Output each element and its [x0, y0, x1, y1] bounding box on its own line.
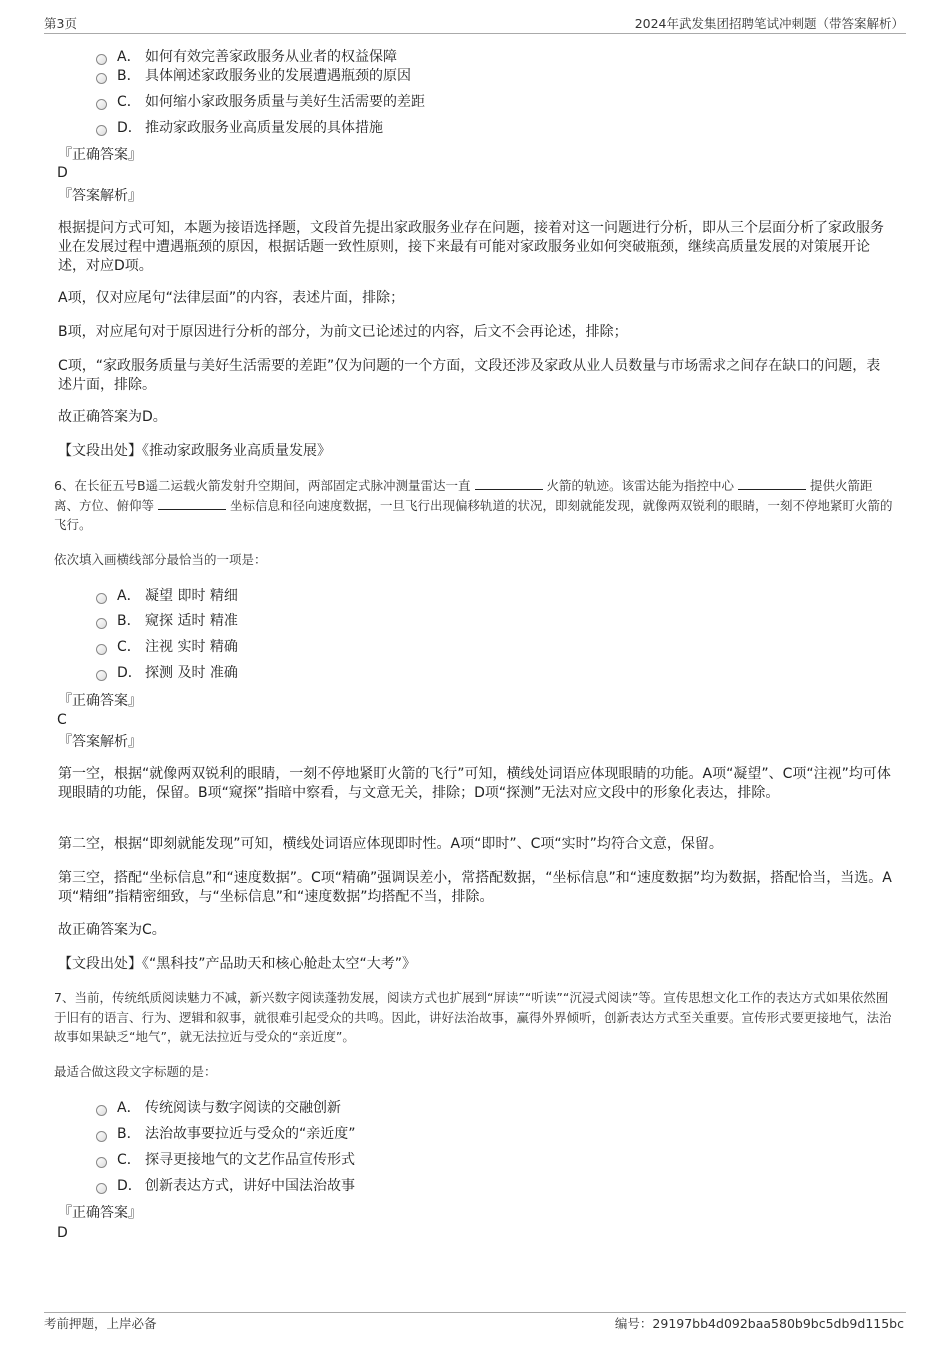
- radio-button[interactable]: [96, 593, 107, 604]
- analysis-paragraph: A项，仅对应尾句“法律层面”的内容，表述片面，排除；: [58, 290, 405, 306]
- fill-blank: [475, 477, 543, 490]
- analysis-paragraph: C项，“家政服务质量与美好生活需要的差距”仅为问题的一个方面，文段还涉及家政从业人员数量与市场需求之间存在缺口的问题，表述片面，排除。: [58, 358, 881, 393]
- answer-option[interactable]: [96, 1125, 356, 1143]
- option-text: 推动家政服务业高质量发展的具体措施: [145, 120, 383, 136]
- option-letter: C．: [117, 639, 141, 655]
- option-letter: B．: [117, 1126, 141, 1142]
- option-letter: D．: [117, 1178, 142, 1194]
- option-text: 窥探 适时 精准: [145, 613, 238, 629]
- option-text: 具体阐述家政服务业的发展遭遇瓶颈的原因: [145, 68, 411, 84]
- radio-button[interactable]: [96, 618, 107, 629]
- question-prompt: 依次填入画横线部分最恰当的一项是：: [54, 552, 267, 567]
- question-stem: [54, 476, 894, 535]
- answer-option[interactable]: [96, 1099, 341, 1117]
- option-text: 传统阅读与数字阅读的交融创新: [145, 1100, 341, 1116]
- radio-button[interactable]: [96, 54, 107, 65]
- option-text: 如何有效完善家政服务从业者的权益保障: [145, 49, 397, 65]
- option-letter: C．: [117, 1152, 141, 1168]
- option-letter: A．: [117, 49, 141, 65]
- radio-button[interactable]: [96, 73, 107, 84]
- answer-value: D: [57, 165, 68, 181]
- answer-option[interactable]: [96, 67, 411, 85]
- option-letter: A．: [117, 1100, 141, 1116]
- document-title: 2024年武发集团招聘笔试冲刺题（带答案解析）: [634, 16, 904, 31]
- stem-text: 火箭的轨迹。该雷达能为指控中心: [546, 478, 735, 493]
- analysis-paragraph: 故正确答案为C。: [58, 922, 166, 938]
- answer-label: 『正确答案』: [58, 693, 142, 709]
- analysis-paragraph: 根据提问方式可知，本题为接语选择题，文段首先提出家政服务业存在问题，接着对这一问题进行分析，即从三个层面分析了家政服务业在发展过程中遭遇瓶颈的原因，根据话题一致性原则，接下来最有可能对家政服务业如何突破瓶颈，继续高质量发展的对策展开论述，对应D项。: [58, 220, 884, 274]
- answer-label: 『正确答案』: [58, 147, 142, 163]
- radio-button[interactable]: [96, 670, 107, 681]
- answer-option[interactable]: [96, 119, 383, 137]
- answer-option[interactable]: [96, 1177, 355, 1195]
- option-letter: A．: [117, 588, 141, 604]
- radio-button[interactable]: [96, 1183, 107, 1194]
- answer-option[interactable]: [96, 1151, 355, 1169]
- option-letter: B．: [117, 613, 141, 629]
- option-text: 法治故事要拉近与受众的“亲近度”: [145, 1126, 356, 1142]
- analysis-paragraph: 第三空，搭配“坐标信息”和“速度数据”。C项“精确”强调误差小，常搭配数据，“坐标信息”和“速度数据”均为数据，搭配恰当，当选。A项“精细”指精密细致，与“坐标信息”和“速度数据”均搭配不当，排除。: [58, 870, 892, 905]
- footer-slogan: 考前押题，上岸必备: [44, 1316, 157, 1331]
- document-id: 编号：29197bb4d092baa580b9bc5db9d115bc: [614, 1316, 904, 1331]
- analysis-label: 『答案解析』: [58, 188, 142, 204]
- answer-option[interactable]: [96, 48, 397, 66]
- footer-divider: [44, 1312, 906, 1313]
- answer-option[interactable]: [96, 93, 425, 111]
- option-text: 探寻更接地气的文艺作品宣传形式: [145, 1152, 355, 1168]
- stem-text: 坐标信息和径向速度数据，一旦飞行出现偏移轨道的状况，即刻就能发现，就像两双锐利的眼睛，一刻不停地紧盯火箭的飞行。: [54, 497, 893, 532]
- fill-blank: [738, 477, 806, 490]
- radio-button[interactable]: [96, 1131, 107, 1142]
- radio-button[interactable]: [96, 1157, 107, 1168]
- answer-value: D: [57, 1225, 68, 1241]
- radio-button[interactable]: [96, 99, 107, 110]
- option-text: 探测 及时 准确: [145, 665, 238, 681]
- answer-value: C: [57, 712, 67, 728]
- fill-blank: [158, 497, 226, 510]
- option-text: 创新表达方式，讲好中国法治故事: [145, 1178, 355, 1194]
- answer-option[interactable]: [96, 612, 238, 630]
- option-text: 注视 实时 精确: [145, 639, 238, 655]
- question-stem: 7、当前，传统纸质阅读魅力不减，新兴数字阅读蓬勃发展，阅读方式也扩展到“屏读”“听读”“沉浸式阅读”等。宣传思想文化工作的表达方式如果依然囿于旧有的语言、行为、逻辑和叙事，就很难引起受众的共鸣。因此，讲好法治故事，赢得外界倾听，创新表达方式至关重要。宣传形式要更接地气，法治故事如果缺乏“地气”，就无法拉近与受众的“亲近度”。: [54, 990, 892, 1044]
- option-text: 如何缩小家政服务质量与美好生活需要的差距: [145, 94, 425, 110]
- analysis-paragraph: 第二空，根据“即刻就能发现”可知，横线处词语应体现即时性。A项“即时”、C项“实时”均符合文意，保留。: [58, 836, 723, 852]
- answer-option[interactable]: [96, 664, 238, 682]
- analysis-paragraph: B项，对应尾句对于原因进行分析的部分，为前文已论述过的内容，后文不会再论述，排除；: [58, 324, 628, 340]
- answer-option[interactable]: [96, 587, 238, 605]
- analysis-paragraph: 故正确答案为D。: [58, 409, 167, 425]
- radio-button[interactable]: [96, 1105, 107, 1116]
- question-prompt: 最适合做这段文字标题的是：: [54, 1064, 217, 1079]
- analysis-label: 『答案解析』: [58, 734, 142, 750]
- radio-button[interactable]: [96, 125, 107, 136]
- option-letter: B．: [117, 68, 141, 84]
- answer-label: 『正确答案』: [58, 1205, 142, 1221]
- option-letter: D．: [117, 120, 142, 136]
- source-citation: 【文段出处】《“黑科技”产品助天和核心舱赴太空“大考”》: [58, 956, 417, 972]
- page-number: 第3页: [44, 16, 77, 31]
- option-text: 凝望 即时 精细: [145, 588, 238, 604]
- radio-button[interactable]: [96, 644, 107, 655]
- stem-text: 提供火箭距离、方位、俯仰等: [54, 478, 873, 513]
- analysis-paragraph: 第一空，根据“就像两双锐利的眼睛，一刻不停地紧盯火箭的飞行”可知，横线处词语应体现眼睛的功能。A项“凝望”、C项“注视”均可体现眼睛的功能，保留。B项“窥探”指暗中察看，与文意无关，排除；D项“探测”无法对应文段中的形象化表达，排除。: [58, 766, 891, 801]
- option-letter: D．: [117, 665, 142, 681]
- option-letter: C．: [117, 94, 141, 110]
- header-divider: [44, 33, 906, 34]
- source-citation: 【文段出处】《推动家政服务业高质量发展》: [58, 443, 331, 459]
- stem-text: 6、在长征五号B遥二运载火箭发射升空期间，两部固定式脉冲测量雷达一直: [54, 478, 471, 493]
- answer-option[interactable]: [96, 638, 238, 656]
